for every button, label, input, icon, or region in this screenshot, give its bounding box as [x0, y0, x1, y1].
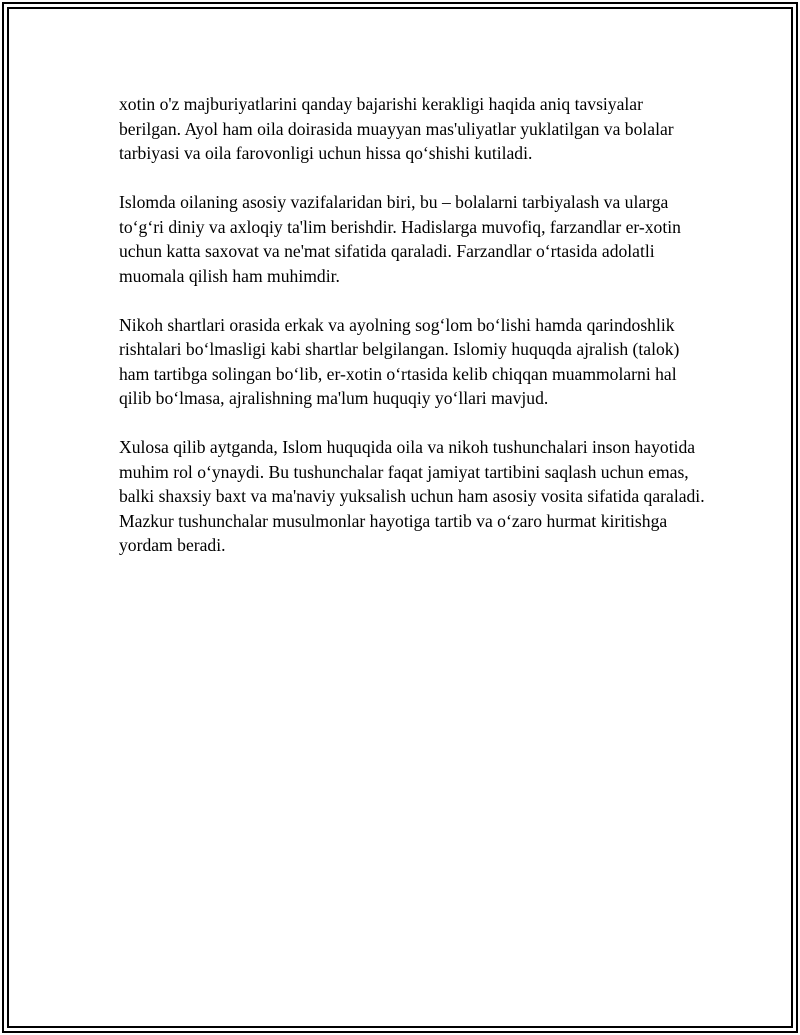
paragraph-3: Nikoh shartlari orasida erkak va ayolning sog‘lom bo‘lishi hamda qarindoshlik rishtalari bo‘lmasligi kabi shartlar belgilangan. Islomiy huquqda ajralish (talok) ham tartibga solingan bo‘lib, er-xotin o‘rtasida kelib chiqqan muammolarni hal qilib bo‘lmasa, ajralishning ma'lum huquqiy yo‘llari mavjud. — [119, 314, 680, 408]
paragraph-2: Islomda oilaning asosiy vazifalaridan biri, bu – bolalarni tarbiyalash va ularga to‘g‘ri diniy va axloqiy ta'lim berishdir. Hadislarga muvofiq, farzandlar er-xotin uchun katta saxovat va ne'mat sifatida qaraladi. Farzandlar o‘rtasida adolatli muomala qilish ham muhimdir. — [119, 192, 681, 286]
paragraph-4: Xulosa qilib aytganda, Islom huquqida oila va nikoh tushunchalari inson hayotida muhim rol o‘ynaydi. Bu tushunchalar faqat jamiyat tartibini saqlash uchun emas, balki shaxsiy baxt va ma'naviy yuksalish uchun ham asosiy vosita sifatida qaraladi. Mazkur tushunchalar musulmonlar hayotiga tartib va o‘zaro hurmat kiritishga yordam beradi. — [119, 437, 705, 555]
document-body — [119, 92, 709, 582]
paragraph-1: xotin o'z majburiyatlarini qanday bajarishi kerakligi haqida aniq tavsiyalar berilgan. Ayol ham oila doirasida muayyan mas'uliyatlar yuklatilgan va bolalar tarbiyasi va oila farovonligi uchun hissa qo‘shishi kutiladi. — [119, 94, 674, 163]
